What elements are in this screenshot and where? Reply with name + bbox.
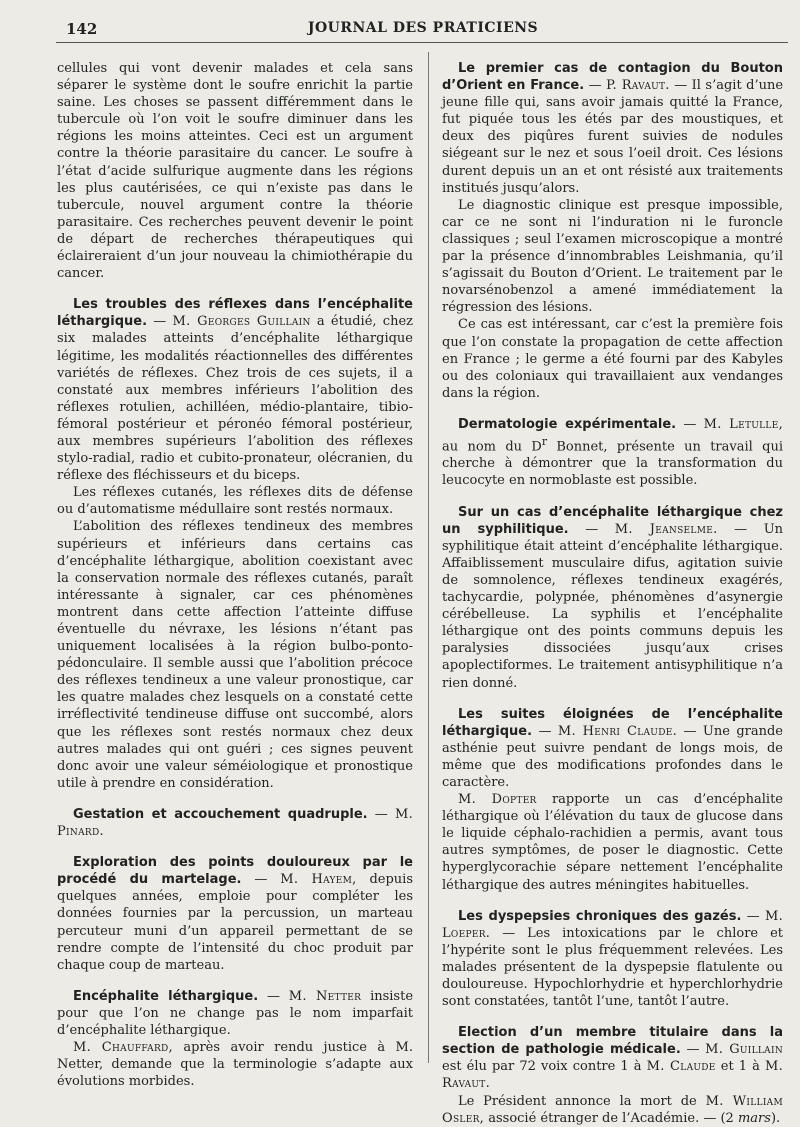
section-title: Sur un cas d’encéphalite léthargique chez un syphilitique. (442, 504, 783, 537)
section-text: est élu par 72 voix contre 1 à (442, 1059, 642, 1075)
paragraph: Les réflexes cutanés, les réflexes dits de défense ou d’automatisme médullaire sont restés normaux. (57, 485, 413, 518)
paragraph (57, 1039, 413, 1090)
author: M. Guillain (705, 1042, 783, 1058)
author: M. Georges Guillain (172, 314, 311, 330)
section-text: depuis quelques années, emploie pour compléter les données fournies par la percussion, un marteau percuteur muni d’un appareil permettant de se rendre compte de l’intensité du choc produit par chaque coup de marteau. (57, 872, 414, 973)
author: M. Pinard. (57, 806, 414, 840)
section-dyspepsies: Les dyspepsies chroniques des gazés. — M. Loeper. — Les intoxications par le chlore et l’hypérite sont le plus fréquemment relevées. Les malades présentent de la dyspepsie flatulente ou douloureuse. Hypochlorhydrie et hyperchlorhydrie sont constatées, tantôt l’une, tantôt l’autre. (442, 908, 784, 1010)
section-encephalite: Encéphalite léthargique. — M. Netter insiste pour que l’on ne change pas le nom imparfait d’encéphalite léthargique. (57, 988, 414, 1038)
section-text: associé étranger de l’Académie. — (2 (488, 1110, 734, 1126)
section-title: Les troubles des réflexes dans l’encéphalite léthargique. (57, 297, 413, 330)
paragraph (442, 1093, 783, 1127)
author: M. Loeper. (442, 908, 784, 941)
section-text: insiste pour que l’on ne change pas le nom imparfait d’encéphalite léthargique. (57, 988, 414, 1038)
author: M. Dopter (458, 792, 537, 808)
author: M. Chauffard, (73, 1040, 173, 1056)
section-text: Il s’agit d’une jeune fille qui, sans avoir jamais quitté la France, fut piquée tous les étés par des moustiques, et deux des piqûres furent suivies de nodules siégeant sur le nez et sous l’oeil droit. Ces lésions durent depuis un an et ont résisté aux traitements institués jusqu’alors. (442, 78, 784, 196)
date-text: mars (737, 1110, 771, 1126)
section-text: Bonnet, présente un travail qui cherche à démontrer que la transformation du leucocyte en normoblaste est possible. (442, 439, 783, 489)
section-election: Election d’un membre titulaire dans la section de pathologie médicale. — M. Guillain est élu par 72 voix contre 1 à M. Claude et 1 à M. Ravaut. (442, 1025, 783, 1092)
author: P. Ravaut. (606, 78, 670, 94)
paragraph (442, 791, 783, 894)
section-text: Un syphilitique était atteint d’encéphalite léthargique. Affaiblissement musculaire difus, agitation suivie de somnolence, réflexes tendineux exagérés, tachycardie, polypnée, phénomènes d’asynergie cérébelleuse. La syphilis et l’encéphalite léthargique ont des points communs depuis les paralysies dissociées jusqu’aux crises apoplectiformes. Le traitement antisyphilitique n’a rien donné. (442, 521, 784, 691)
section-title: Les dyspepsies chroniques des gazés. (458, 908, 742, 924)
running-head: JOURNAL DES PRATICIENS (307, 20, 539, 36)
author: M. Henri Claude. (557, 723, 678, 739)
column-divider (428, 52, 429, 1063)
author: M. Claude (646, 1059, 716, 1075)
section-title: Dermatologie expérimentale. (458, 416, 677, 432)
author: M. Jeanselme. (614, 521, 718, 537)
author: M. Letulle, (703, 416, 784, 432)
section-text: au nom du D (442, 439, 542, 455)
section-text: après avoir rendu justice à M. Netter, demande que la terminologie s’adapte aux évolutions morbides. (57, 1040, 413, 1090)
section-title: Encéphalite léthargique. (73, 988, 259, 1004)
paragraph: Le diagnostic clinique est presque impossible, car ce ne sont ni l’induration ni le furoncle classiques ; seul l’examen microscopique a montré par la présence d’innombrables Leishmania, qu’il s’agissait du Bouton d’Orient. Le traitement par le novarsénobenzol a amené immédiatement la régression des lésions. (442, 197, 783, 316)
section-text: ). (770, 1110, 781, 1126)
section-title: Exploration des points douloureux par le procédé du martelage. (57, 855, 413, 888)
superscript: r (541, 434, 547, 448)
author: M. Netter (288, 988, 362, 1004)
section-text: Le Président annonce la mort de (458, 1093, 697, 1109)
section-syphilitique: Sur un cas d’encéphalite léthargique chez un syphilitique. — M. Jeanselme. — Un syphilitique était atteint d’encéphalite léthargique. Affaiblissement musculaire difus, agitation suivie de somnolence, réflexes tendineux exagérés, tachycardie, polypnée, phénomènes d’asynergie cérébelleuse. La syphilis et l’encéphalite léthargique ont des points communs depuis les paralysies dissociées jusqu’aux crises apoplectiformes. Le traitement antisyphilitique n’a rien donné. (442, 504, 784, 691)
section-title: Le premier cas de contagion du Bouton d’Orient en France. (442, 61, 783, 94)
author: M. Ravaut. (442, 1059, 783, 1092)
section-title: Election d’un membre titulaire dans la section de pathologie médicale. (442, 1025, 783, 1058)
section-text: Les intoxications par le chlore et l’hypérite sont le plus fréquemment relevées. Les malades présentent de la dyspepsie flatulente ou douloureuse. Hypochlorhydrie et hyperchlorhydrie sont constatées, tantôt l’une, tantôt l’autre. (442, 925, 783, 1010)
section-suites: Les suites éloignées de l’encéphalite léthargique. — M. Henri Claude. — Une grande asthénie peut suivre pendant de longs mois, de même que des modifications profondes dans le caractère. (442, 706, 783, 790)
section-dermatologie: Dermatologie expérimentale. — M. Letulle, au nom du $D^r$ Bonnet, présente un travail qui cherche à démontrer que la transformation du leucocyte en normoblaste est possible. (442, 416, 784, 489)
section-title: Les suites éloignées de l’encéphalite léthargique. (442, 706, 783, 739)
section-title: Gestation et accouchement quadruple. (73, 806, 368, 822)
header-rule (56, 42, 788, 43)
section-gestation: Gestation et accouchement quadruple. — M. Pinard. (57, 806, 414, 840)
section-reflexes: Les troubles des réflexes dans l’encéphalite léthargique. — M. Georges Guillain a étudié, chez six malades atteints d’encéphalite léthargique légitime, les modalités réactionnelles des différentes variétés de réflexes. Chez trois de ces sujets, il a constaté aux membres inférieurs l’abolition des réflexes rotulien, achilléen, médio-plantaire, tibio-fémoral postérieur et péronéo fémoral postérieur, aux membres supérieurs l’abolition des réflexes stylo-radial, radio et cubito-pronateur, olécranien, du réflexe des fléchisseurs et du biceps. (57, 297, 413, 484)
paragraph: L’abolition des réflexes tendineux des membres supérieurs et inférieurs dans certains cas d’encéphalite léthargique, abolition coexistant avec la conservation normale des réflexes cutanés, paraît intéressante à signaler, car ces phénomènes montrent dans cette affection l’atteinte diffuse éventuelle du névraxe, les lésions n’étant pas uniquement localisées à la région bulbo-ponto-pédonculaire. Il semble aussi que l’abolition précoce des réflexes tendineux a une valeur pronostique, car les quatre malades chez lesquels on a constaté cette irréflectivité tendineuse diffuse ont succombé, alors que les réflexes sont restés normaux chez deux autres malades qui ont guéri ; ces signes peuvent donc avoir une valeur séméiologique et pronostique utile à prendre en considération. (57, 519, 413, 791)
section-text: Une grande asthénie peut suivre pendant de longs mois, de même que des modifications profondes dans le caractère. (442, 723, 783, 790)
paragraph: Ce cas est intéressant, car c’est la première fois que l’on constate la propagation de cette affection en France ; le germe a été fourni par des Kabyles ou des coloniaux qui travaillaient aux vendanges dans la région. (442, 317, 783, 401)
section-martelage: Exploration des points douloureux par le procédé du martelage. — M. Hayem, depuis quelques années, emploie pour compléter les données fournies par la percussion, un marteau percuteur muni d’un appareil permettant de se rendre compte de l’intensité du choc produit par chaque coup de marteau. (57, 855, 414, 973)
section-text: a étudié, chez six malades atteints d’encéphalite léthargique légitime, les modalités réactionnelles des différentes variétés de réflexes. Chez trois de ces sujets, il a constaté aux membres inférieurs l’abolition des réflexes rotulien, achilléen, médio-plantaire, tibio-fémoral postérieur et péronéo fémoral postérieur, aux membres supérieurs l’abolition des réflexes stylo-radial, radio et cubito-pronateur, olécranien, du réflexe des fléchisseurs et du biceps. (57, 314, 413, 484)
section-text: et 1 à (720, 1059, 760, 1075)
right-column (442, 60, 783, 1127)
paragraph: cellules qui vont devenir malades et cela sans séparer le système dont le soufre enrichit la partie saine. Les choses se passent différemment dans le tubercule où l’on voit le soufre diminuer dans les régions les moins atteintes. Ceci est un argument contre la théorie parasitaire du cancer. Le soufre à l’état d’acide sulfurique augmente dans les régions les plus cautérisées, ce qui n’existe pas dans le tubercule, nouvel argument contre la théorie parasitaire. Ces recherches peuvent devenir le point de départ de recherches thérapeutiques qui éclaireraient d’un jour nouveau la chimiothérapie du cancer. (57, 61, 413, 282)
left-column (57, 60, 413, 1090)
section-text: rapporte un cas d’encéphalite léthargique où l’élévation du taux de glucose dans le liquide céphalo-rachidien a permis, avant tous autres symptômes, de poser le diagnostic. Cette hyperglycorachie sépare nettement l’encéphalite léthargique des autres méningites habituelles. (442, 792, 783, 893)
section-bouton-orient: Le premier cas de contagion du Bouton d’Orient en France. — P. Ravaut. — Il s’agit d’une jeune fille qui, sans avoir jamais quitté la France, fut piquée tous les étés par des moustiques, et deux des piqûres furent suivies de nodules siégeant sur le nez et sous l’oeil droit. Ces lésions durent depuis un an et ont résisté aux traitements institués jusqu’alors. (442, 61, 784, 196)
page-number: 142 (66, 20, 98, 38)
author: M. William Osler, (442, 1093, 783, 1126)
page-header (56, 16, 790, 42)
author: M. Hayem, (280, 872, 357, 888)
